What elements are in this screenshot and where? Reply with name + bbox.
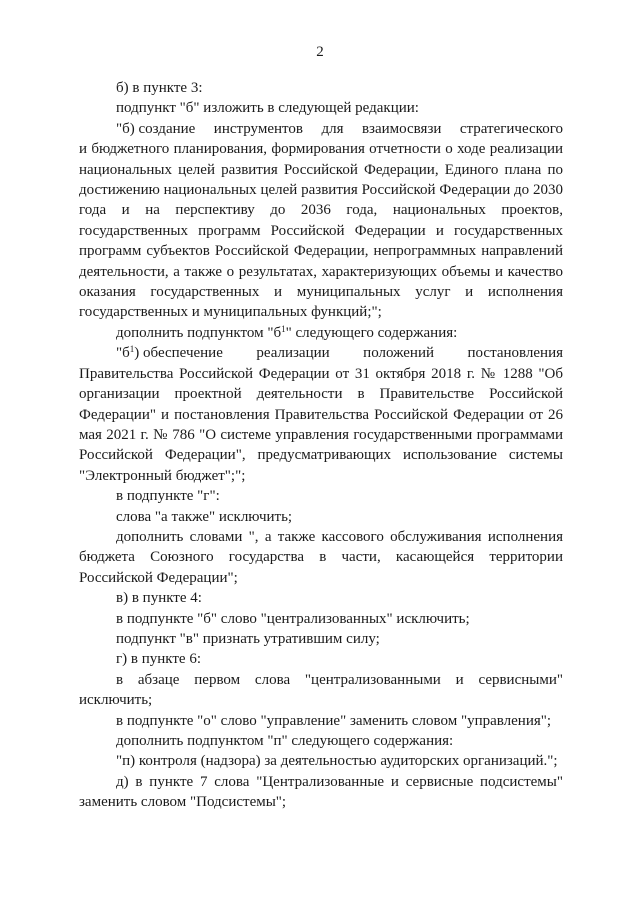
word: постановления [467,345,563,362]
word: "$б^1$) обеспечение [116,344,223,362]
paragraph-subitem-g: в подпункте "г": [116,488,220,505]
paragraph-subitem-v-void: подпункт "в" признать утратившим силу; [116,630,380,647]
document-body [79,78,563,813]
word: инструментов [213,120,303,137]
word: стратегического [459,120,563,137]
paragraph-subitem-b1-text-line1 [79,343,563,363]
word: реализации [256,345,330,362]
word: для [321,120,344,137]
paragraph-subitem-b-edit: подпункт "б" изложить в следующей редакции: [116,100,419,117]
paragraph-first-abzac: в абзаце первом слова "централизованными и сервисными" исключить; [79,671,563,709]
paragraph-subitem-o: в подпункте "о" слово "управление" заменить словом "управления"; [116,712,552,729]
paragraph-subitem-b1-text: Правительства Российской Федерации от 31 октября 2018 г. № 1288 "Об организации проектной деятельности в Правительстве Российской Федерации" и постановления Правительства Российской Федерации от 26 мая 2021 г. № 786 "О системе управления государственными программами Российской Федерации", предусматривающих использование системы "Электронный бюджет";"; [79,365,563,484]
paragraph-item-d: д) в пункте 7 слова "Централизованные и сервисные подсистемы" заменить словом "Подсистемы"; [79,773,563,811]
paragraph-item-b: б) в пункте 3: [116,80,203,96]
paragraph-add-subitem-p: дополнить подпунктом "п" следующего содержания: [116,733,454,749]
paragraph-item-v: в) в пункте 4: [116,590,202,607]
paragraph-subitem-b-text-line1 [79,119,563,139]
superscript: 1 [281,323,286,334]
superscript: 1 [129,344,135,355]
paragraph-subitem-p-text: "п) контроля (надзора) за деятельностью аудиторских организаций."; [116,753,558,770]
paragraph-subitem-b-text: и бюджетного планирования, формирования отчетности о ходе реализации национальных целей развития Российской Федерации, Единого плана по достижению национальных целей развития Российской Федерации до 2030 года и на перспективу до 2036 года, национальных проектов, государственных программ Российской Федерации и государственных программ субъектов Российской Федерации, непрограммных направлений деятельности, а также о результатах, характеризующих объемы и качество оказания государственных и муниципальных услуг и исполнения государственных и муниципальных функций;"; [79,141,563,321]
word: взаимосвязи [361,120,442,137]
paragraph-item-g: г) в пункте 6: [116,651,202,668]
paragraph-subitem-b-word: в подпункте "б" слово "централизованных" исключить; [116,610,470,627]
word: "б) создание [116,120,196,137]
paragraph-exclude-words: слова "а также" исключить; [116,508,293,525]
word: положений [363,345,435,362]
paragraph-add-subitem-b1: дополнить подпунктом "$б^1$" следующего содержания: [116,323,458,341]
page-number: 2 [316,44,324,60]
paragraph-add-words: дополнить словами ", а также кассового обслуживания исполнения бюджета Союзного государства в части, касающейся территории Российской Федерации"; [79,528,563,586]
